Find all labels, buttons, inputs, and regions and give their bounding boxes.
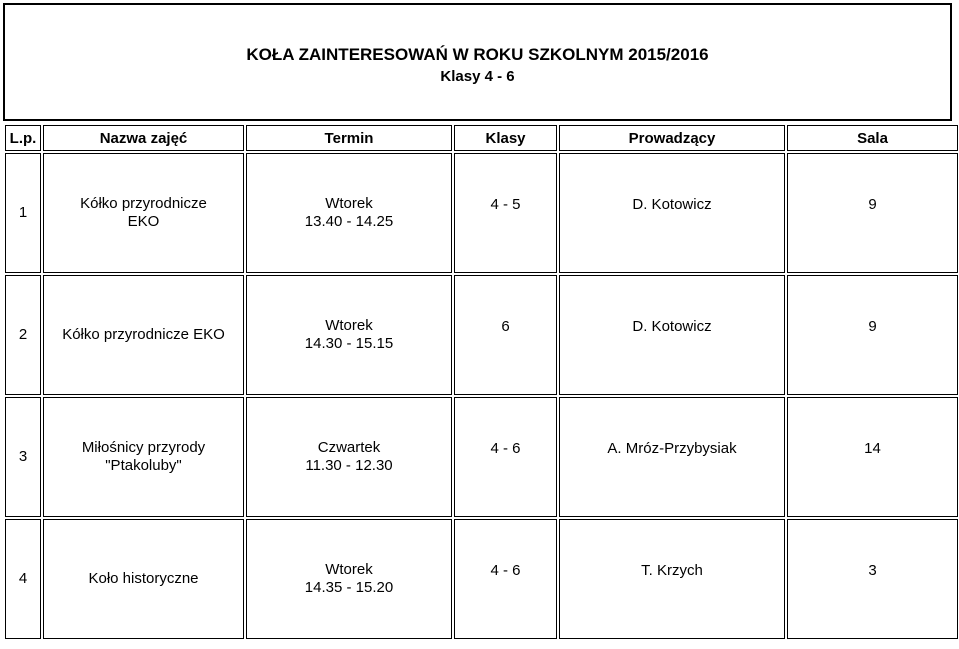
cell-nazwa-line2: "Ptakoluby" [105, 457, 182, 474]
table-header-row [5, 125, 958, 151]
cell-lp: 3 [5, 397, 41, 517]
cell-prowadzacy: A. Mróz-Przybysiak [559, 397, 785, 517]
cell-klasy: 4 - 6 [454, 519, 557, 639]
cell-termin-time: 14.30 - 15.15 [304, 335, 394, 352]
cell-termin-time: 11.30 - 12.30 [305, 457, 393, 474]
cell-termin-day: Wtorek [325, 561, 373, 578]
cell-termin-time: 14.35 - 15.20 [304, 579, 394, 596]
cell-sala: 9 [787, 275, 958, 395]
cell-klasy: 4 - 5 [454, 153, 557, 273]
cell-nazwa-line1: Kółko przyrodnicze EKO [62, 326, 225, 343]
cell-klasy: 4 - 6 [454, 397, 557, 517]
table-row [5, 275, 958, 395]
cell-nazwa-line1: Miłośnicy przyrody [81, 439, 206, 456]
cell-nazwa-line1: Koło historyczne [88, 570, 199, 587]
cell-prowadzacy: D. Kotowicz [559, 153, 785, 273]
title-box [3, 3, 952, 121]
cell-nazwa [43, 275, 244, 395]
cell-klasy: 6 [454, 275, 557, 395]
cell-termin [246, 275, 452, 395]
cell-sala: 3 [787, 519, 958, 639]
column-header-termin: Termin [246, 125, 452, 151]
cell-termin-day: Wtorek [325, 317, 373, 334]
cell-lp: 1 [5, 153, 41, 273]
column-header-lp: L.p. [5, 125, 41, 151]
cell-nazwa-line1: Kółko przyrodnicze [80, 195, 207, 212]
column-header-prowadzacy: Prowadzący [559, 125, 785, 151]
cell-termin [246, 397, 452, 517]
table-row [5, 153, 958, 273]
cell-nazwa [43, 153, 244, 273]
cell-termin [246, 153, 452, 273]
cell-termin-day: Wtorek [325, 195, 373, 212]
cell-nazwa [43, 519, 244, 639]
cell-prowadzacy: T. Krzych [559, 519, 785, 639]
page-title: KOŁA ZAINTERESOWAŃ W ROKU SZKOLNYM 2015/2016 [246, 45, 709, 64]
cell-sala: 14 [787, 397, 958, 517]
schedule-table [3, 123, 959, 641]
column-header-sala: Sala [787, 125, 958, 151]
column-header-nazwa: Nazwa zajęć [43, 125, 244, 151]
cell-termin-day: Czwartek [317, 439, 381, 456]
page-subtitle: Klasy 4 - 6 [440, 68, 515, 85]
cell-termin [246, 519, 452, 639]
cell-lp: 4 [5, 519, 41, 639]
cell-termin-time: 13.40 - 14.25 [304, 213, 394, 230]
cell-lp: 2 [5, 275, 41, 395]
table-row [5, 397, 958, 517]
table-row [5, 519, 958, 639]
column-header-klasy: Klasy [454, 125, 557, 151]
cell-sala: 9 [787, 153, 958, 273]
cell-nazwa-line2: EKO [127, 213, 160, 230]
cell-nazwa [43, 397, 244, 517]
cell-prowadzacy: D. Kotowicz [559, 275, 785, 395]
